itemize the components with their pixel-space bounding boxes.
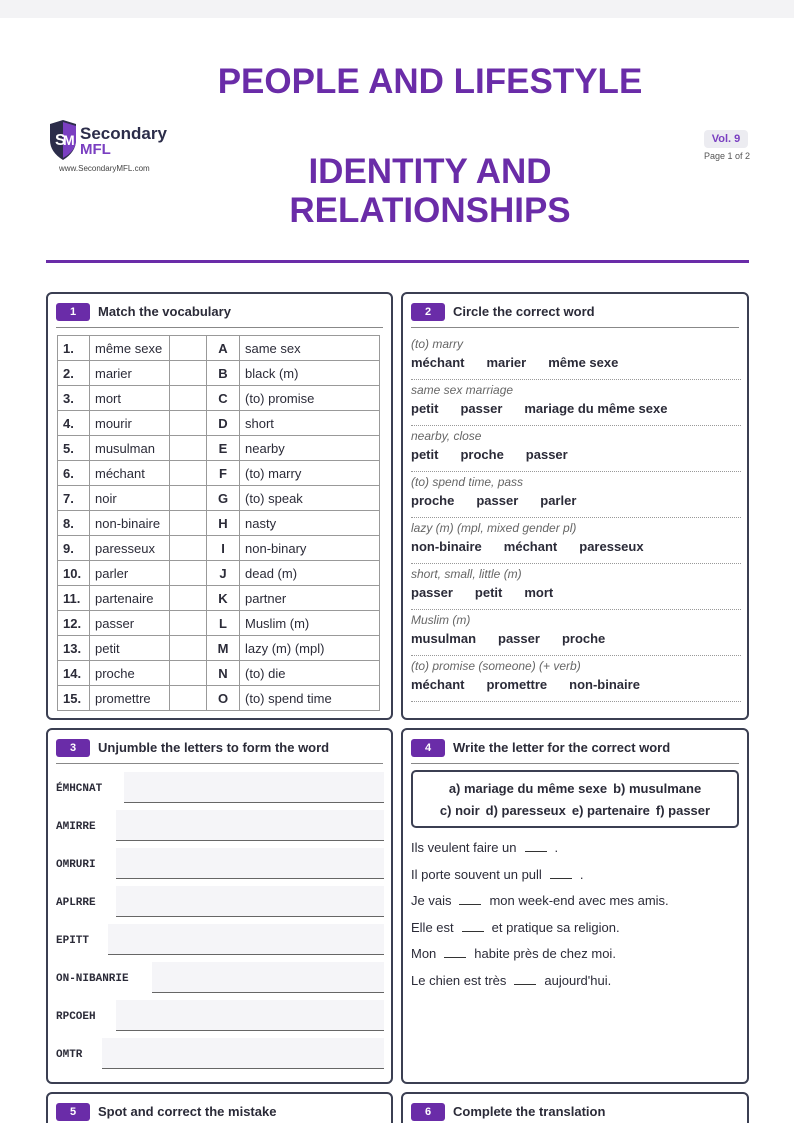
vocab-french: parler — [90, 561, 170, 586]
unjumble-row — [56, 810, 384, 846]
vocab-number: 2. — [58, 361, 90, 386]
jumbled-word: RPCOEH — [56, 1011, 96, 1023]
unjumble-row — [56, 1000, 384, 1036]
vocab-letter: E — [207, 436, 240, 461]
vocab-number: 4. — [58, 411, 90, 436]
circle-prompt: (to) promise (someone) (+ verb) — [411, 659, 581, 673]
circle-item — [411, 426, 741, 472]
circle-prompt: (to) spend time, pass — [411, 475, 524, 489]
answer-cell[interactable] — [170, 486, 207, 511]
circle-prompt: short, small, little (m) — [411, 567, 522, 581]
circle-option[interactable]: passer — [476, 493, 519, 508]
vocab-row — [58, 486, 380, 511]
vocab-number: 8. — [58, 511, 90, 536]
vocab-letter: D — [207, 411, 240, 436]
gap-sentence — [411, 867, 583, 882]
circle-option[interactable]: passer — [411, 585, 453, 600]
vocab-french: marier — [90, 361, 170, 386]
circle-option[interactable]: proche — [460, 447, 504, 462]
sentence-start: Ils veulent faire un — [411, 840, 517, 855]
answer-input[interactable] — [102, 1038, 384, 1069]
vocab-english: (to) speak — [240, 486, 380, 511]
vocab-french: petit — [90, 636, 170, 661]
answer-input[interactable] — [116, 1000, 384, 1031]
vocab-english: (to) die — [240, 661, 380, 686]
vocab-letter: C — [207, 386, 240, 411]
panel-match-vocabulary — [46, 292, 393, 720]
answer-gap[interactable] — [550, 869, 572, 879]
word-bank-option: c) noir — [439, 803, 480, 818]
panel-title: Write the letter for the correct word — [453, 740, 671, 755]
sub-title-line2: RELATIONSHIPS — [289, 191, 571, 230]
circle-option[interactable]: non-binaire — [569, 677, 640, 692]
word-bank-line1 — [413, 778, 737, 800]
vocab-french: noir — [90, 486, 170, 511]
vocab-english: short — [240, 411, 380, 436]
vocab-letter: O — [207, 686, 240, 711]
circle-item — [411, 610, 741, 656]
panel-unjumble — [46, 728, 393, 1084]
answer-cell[interactable] — [170, 686, 207, 711]
vocab-english: nasty — [240, 511, 380, 536]
vocab-row — [58, 686, 380, 711]
circle-item — [411, 380, 741, 426]
circle-option[interactable]: mariage du même sexe — [524, 401, 668, 416]
answer-gap[interactable] — [462, 922, 484, 932]
panel-number: 6 — [411, 1103, 445, 1121]
vocab-row — [58, 436, 380, 461]
panel-number: 5 — [56, 1103, 90, 1121]
answer-input[interactable] — [124, 772, 384, 803]
secondarymfl-logo — [48, 120, 188, 180]
circle-option[interactable]: paresseux — [579, 539, 644, 554]
circle-option[interactable]: proche — [561, 631, 606, 646]
vocab-letter: N — [207, 661, 240, 686]
answer-cell[interactable] — [170, 586, 207, 611]
svg-text:M: M — [63, 132, 75, 148]
circle-option[interactable]: parler — [540, 493, 577, 508]
circle-option[interactable]: petit — [411, 447, 439, 462]
answer-cell[interactable] — [170, 661, 207, 686]
vocab-letter: F — [207, 461, 240, 486]
answer-cell[interactable] — [170, 411, 207, 436]
panel-write-letter — [401, 728, 749, 1084]
unjumble-row — [56, 924, 384, 960]
vocab-row — [58, 461, 380, 486]
unjumble-row — [56, 772, 384, 808]
header-divider — [46, 260, 749, 263]
panel-header — [56, 738, 383, 764]
vocab-row — [58, 361, 380, 386]
circle-item — [411, 518, 741, 564]
panel-title: Spot and correct the mistake — [98, 1104, 277, 1119]
sentence-end: habite près de chez moi. — [474, 946, 616, 961]
vocab-letter: H — [207, 511, 240, 536]
logo-line2: MFL — [80, 141, 111, 158]
panel-spot-mistake — [46, 1092, 393, 1123]
circle-option[interactable]: petit — [411, 401, 439, 416]
unjumble-row — [56, 848, 384, 884]
jumbled-word: ON-NIBANRIE — [56, 973, 129, 985]
circle-item — [411, 472, 741, 518]
sentence-start: Je vais — [411, 893, 452, 908]
vocab-english: lazy (m) (mpl) — [240, 636, 380, 661]
sentence-end: mon week-end avec mes amis. — [489, 893, 669, 908]
panel-number: 1 — [56, 303, 90, 321]
word-bank-line2 — [413, 800, 737, 822]
main-title: PEOPLE AND LIFESTYLE — [217, 62, 643, 101]
answer-cell[interactable] — [170, 461, 207, 486]
vocab-row — [58, 336, 380, 361]
answer-cell[interactable] — [170, 511, 207, 536]
answer-gap[interactable] — [525, 842, 547, 852]
answer-cell[interactable] — [170, 636, 207, 661]
logo-text — [80, 126, 167, 158]
panel-complete-translation — [401, 1092, 749, 1123]
vocab-french: musulman — [90, 436, 170, 461]
unjumble-row — [56, 886, 384, 922]
answer-input[interactable] — [116, 810, 384, 841]
circle-options — [411, 585, 575, 600]
answer-cell[interactable] — [170, 386, 207, 411]
panel-header — [411, 1102, 739, 1123]
jumbled-word: OMRURI — [56, 859, 96, 871]
vocab-english: nearby — [240, 436, 380, 461]
gap-sentence — [411, 920, 620, 935]
circle-option[interactable]: passer — [460, 401, 503, 416]
vocab-english: non-binary — [240, 536, 380, 561]
vocab-table — [57, 335, 380, 711]
gap-sentence — [411, 893, 669, 908]
vocab-french: mourir — [90, 411, 170, 436]
circle-prompt: same sex marriage — [411, 383, 514, 397]
panel-title: Circle the correct word — [453, 304, 595, 319]
vocab-letter: A — [207, 336, 240, 361]
vocab-french: proche — [90, 661, 170, 686]
circle-options — [411, 539, 666, 554]
circle-option[interactable]: passer — [498, 631, 540, 646]
word-bank-option: b) musulmane — [613, 781, 702, 796]
vocab-letter: L — [207, 611, 240, 636]
gap-sentence — [411, 946, 616, 961]
panel-number: 4 — [411, 739, 445, 757]
vocab-row — [58, 511, 380, 536]
circle-option[interactable]: même sexe — [548, 355, 619, 370]
vocab-french: passer — [90, 611, 170, 636]
vocab-french: méchant — [90, 461, 170, 486]
vocab-french: promettre — [90, 686, 170, 711]
sentence-end: et pratique sa religion. — [491, 919, 620, 935]
answer-input[interactable] — [116, 886, 384, 917]
vocab-number: 13. — [58, 636, 90, 661]
panel-header — [411, 738, 739, 764]
jumbled-word: APLRRE — [56, 897, 96, 909]
jumbled-word: ÉMHCNAT — [56, 783, 103, 795]
unjumble-row — [56, 962, 384, 998]
vocab-row — [58, 611, 380, 636]
panel-header — [56, 1102, 383, 1123]
word-bank-option: a) mariage du même sexe — [448, 781, 608, 796]
gap-sentence — [411, 840, 558, 855]
vocab-french: même sexe — [90, 336, 170, 361]
vocab-number: 12. — [58, 611, 90, 636]
shield-logo-icon — [48, 120, 78, 160]
circle-option[interactable]: mort — [524, 585, 554, 600]
panel-header — [56, 302, 383, 328]
jumbled-word: EPITT — [56, 935, 90, 947]
vocab-row — [58, 636, 380, 661]
panel-circle-word — [401, 292, 749, 720]
vocab-letter: K — [207, 586, 240, 611]
page-indicator: Page 1 of 2 — [703, 151, 750, 161]
vocab-english: partner — [240, 586, 380, 611]
sub-title-line1: IDENTITY AND — [308, 152, 552, 191]
answer-cell[interactable] — [170, 561, 207, 586]
circle-item — [411, 564, 741, 610]
circle-option[interactable]: passer — [525, 447, 568, 462]
sentence-end: . — [554, 840, 559, 855]
circle-option[interactable]: non-binaire — [411, 539, 482, 554]
vocab-number: 7. — [58, 486, 90, 511]
answer-cell[interactable] — [170, 336, 207, 361]
panel-title: Unjumble the letters to form the word — [98, 740, 330, 755]
vocab-row — [58, 586, 380, 611]
sentence-start: Elle est — [411, 919, 454, 935]
vocab-row — [58, 536, 380, 561]
vocab-english: Muslim (m) — [240, 611, 380, 636]
sentence-start: Mon — [411, 946, 437, 961]
vocab-row — [58, 411, 380, 436]
answer-gap[interactable] — [459, 895, 481, 905]
word-bank-option: e) partenaire — [571, 803, 650, 818]
vocab-letter: M — [207, 636, 240, 661]
vocab-number: 9. — [58, 536, 90, 561]
vocab-french: partenaire — [90, 586, 170, 611]
vocab-french: paresseux — [90, 536, 170, 561]
sentence-end: aujourd'hui. — [544, 972, 612, 988]
circle-options — [411, 447, 590, 462]
panel-number: 3 — [56, 739, 90, 757]
circle-options — [411, 677, 662, 692]
vocab-english: dead (m) — [240, 561, 380, 586]
vocab-number: 1. — [58, 336, 90, 361]
circle-option[interactable]: petit — [474, 585, 503, 600]
sentence-end: . — [579, 866, 584, 882]
vocab-number: 6. — [58, 461, 90, 486]
vocab-row — [58, 561, 380, 586]
vocab-number: 11. — [58, 586, 90, 611]
vocab-number: 15. — [58, 686, 90, 711]
unjumble-row — [56, 1038, 384, 1074]
vocab-english: (to) marry — [240, 461, 380, 486]
circle-options — [411, 401, 689, 416]
word-bank-option: d) paresseux — [485, 803, 566, 818]
circle-option[interactable]: méchant — [411, 677, 465, 692]
panel-header — [411, 302, 739, 328]
answer-gap[interactable] — [514, 975, 536, 985]
circle-option[interactable]: musulman — [411, 631, 477, 646]
vocab-letter: J — [207, 561, 240, 586]
vocab-letter: I — [207, 536, 240, 561]
vocab-row — [58, 661, 380, 686]
vocab-number: 14. — [58, 661, 90, 686]
circle-options — [411, 493, 598, 508]
answer-cell[interactable] — [170, 361, 207, 386]
vocab-number: 3. — [58, 386, 90, 411]
answer-input[interactable] — [108, 924, 384, 955]
circle-option[interactable]: méchant — [503, 539, 558, 554]
panel-title: Match the vocabulary — [98, 304, 231, 319]
vocab-french: non-binaire — [90, 511, 170, 536]
logo-url: www.SecondaryMFL.com — [59, 164, 150, 173]
logo-line1: Secondary — [80, 124, 167, 143]
word-bank — [411, 770, 739, 828]
panel-number: 2 — [411, 303, 445, 321]
circle-prompt: Muslim (m) — [411, 613, 471, 627]
circle-item — [411, 656, 741, 702]
vocab-letter: B — [207, 361, 240, 386]
answer-input[interactable] — [116, 848, 384, 879]
answer-cell[interactable] — [170, 536, 207, 561]
jumbled-word: OMTR — [56, 1049, 83, 1061]
vocab-letter: G — [207, 486, 240, 511]
word-bank-option: f) passer — [655, 803, 711, 818]
circle-item — [411, 334, 741, 380]
vocab-number: 10. — [58, 561, 90, 586]
vocab-french: mort — [90, 386, 170, 411]
circle-prompt: lazy (m) (mpl, mixed gender pl) — [411, 521, 577, 535]
vocab-english: (to) promise — [240, 386, 380, 411]
answer-cell[interactable] — [170, 436, 207, 461]
vocab-english: black (m) — [240, 361, 380, 386]
circle-option[interactable]: proche — [411, 493, 455, 508]
circle-prompt: nearby, close — [411, 429, 482, 443]
sentence-start: Le chien est très — [411, 972, 507, 988]
circle-option[interactable]: méchant — [411, 355, 465, 370]
sub-title — [170, 152, 690, 230]
answer-cell[interactable] — [170, 611, 207, 636]
gap-sentence — [411, 973, 611, 988]
circle-options — [411, 631, 627, 646]
vocab-number: 5. — [58, 436, 90, 461]
panel-title: Complete the translation — [453, 1104, 606, 1119]
volume-badge: Vol. 9 — [704, 130, 748, 148]
vocab-english: (to) spend time — [240, 686, 380, 711]
svg-text:S: S — [55, 132, 66, 149]
sentence-start: Il porte souvent un pull — [411, 866, 542, 882]
circle-option[interactable]: marier — [486, 355, 527, 370]
vocab-english: same sex — [240, 336, 380, 361]
answer-input[interactable] — [152, 962, 384, 993]
circle-option[interactable]: promettre — [486, 677, 548, 692]
jumbled-word: AMIRRE — [56, 821, 96, 833]
answer-gap[interactable] — [444, 948, 466, 958]
vocab-row — [58, 386, 380, 411]
circle-prompt: (to) marry — [411, 337, 463, 351]
circle-options — [411, 355, 640, 370]
